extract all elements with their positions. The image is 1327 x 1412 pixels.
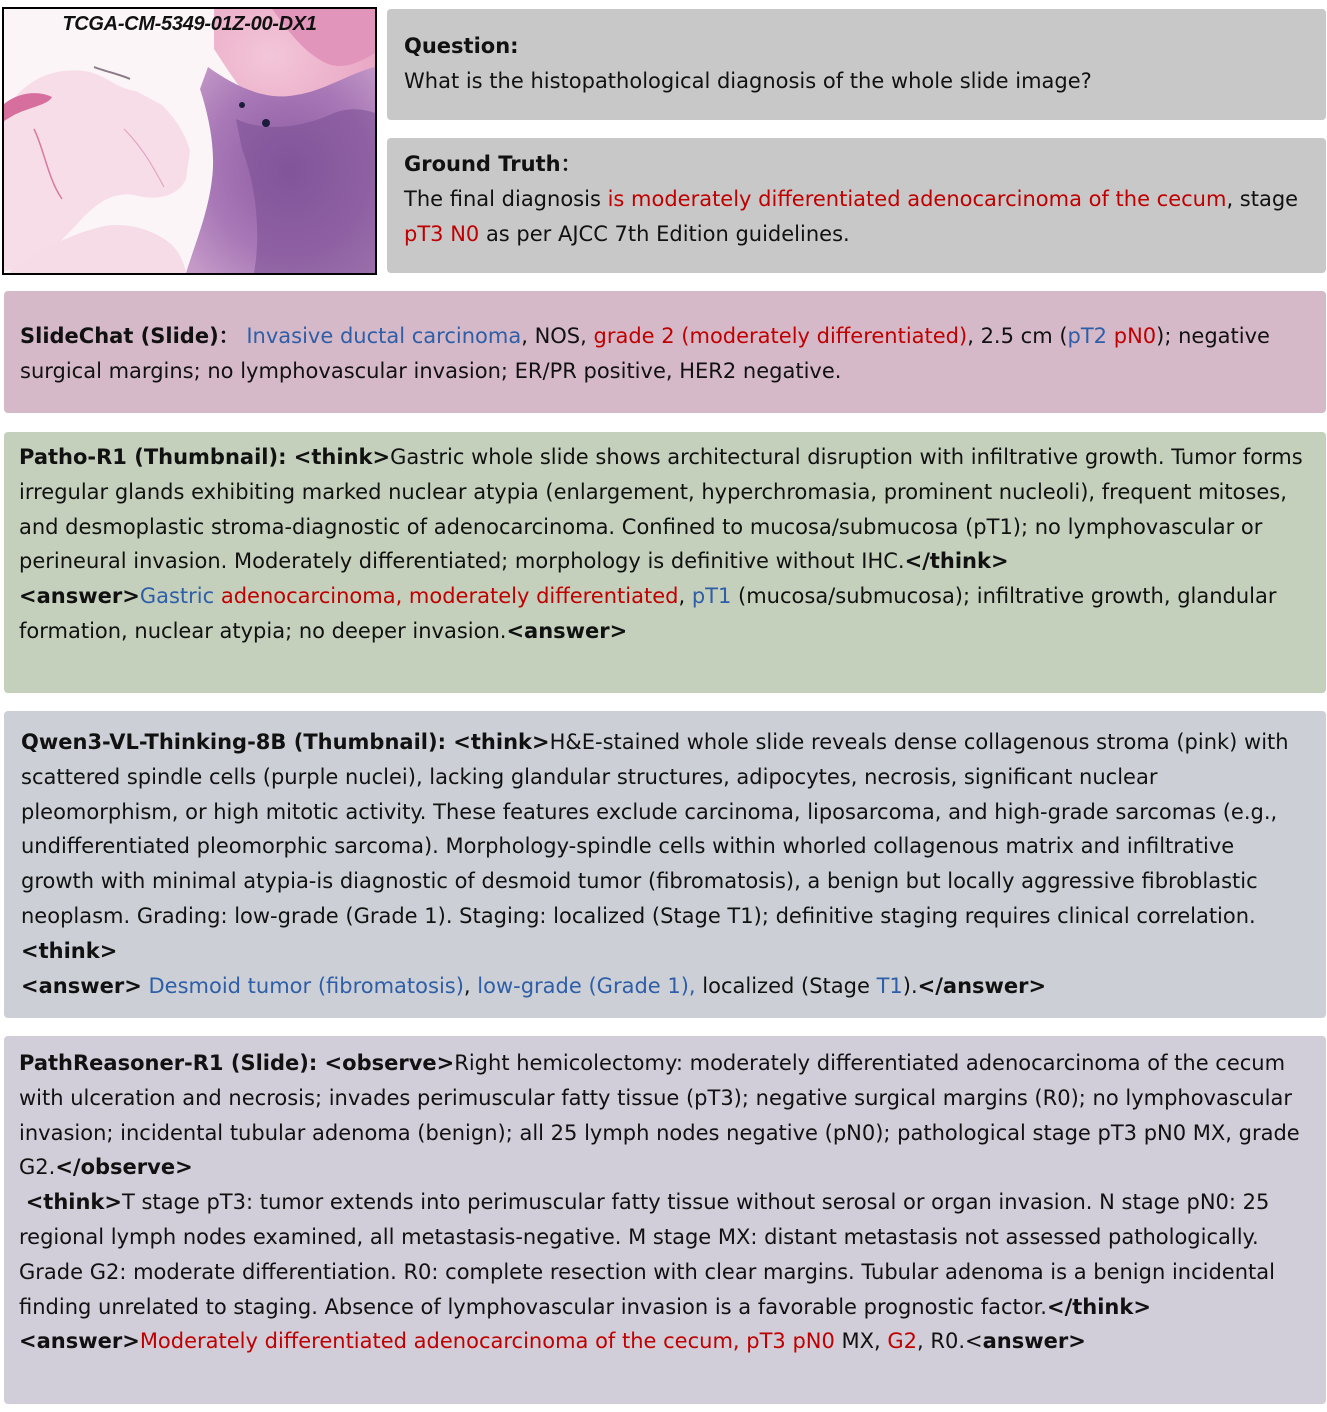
- highlight-correct: adenocarcinoma, moderately differentiated: [220, 584, 679, 609]
- question-box: [387, 9, 1326, 120]
- observe-close-tag: </observe>: [55, 1155, 193, 1180]
- text-span: , NOS,: [521, 324, 594, 348]
- highlight-correct: grade 2 (moderately differentiated): [593, 324, 968, 348]
- slide-thumbnail: [2, 7, 377, 275]
- slidechat-response-box: [4, 291, 1326, 413]
- highlight-incorrect: pT1: [691, 584, 732, 609]
- highlight-incorrect: low-grade (Grade 1),: [477, 973, 696, 998]
- patho-r1-think-text: [19, 440, 1312, 579]
- text-span: as per AJCC 7th Edition guidelines.: [479, 221, 850, 246]
- text-span: ,: [678, 584, 692, 609]
- think-content: H&E-stained whole slide reveals dense collagenous stroma (pink) with scattered spindle cells (purple nuclei), lacking glandular structures, adipocytes, necrosis, significant nuclear pleomorphism, or high mitotic activity. These features exclude carcinoma, liposarcoma, and high-grade sarcomas (e.g., undifferentiated pleomorphic sarcoma). Morphology-spindle cells within whorled collagenous matrix and infiltrative growth with minimal atypia-is diagnostic of desmoid tumor (fibromatosis), a benign but locally aggressive fibroblastic neoplasm. Grading: low-grade (Grade 1). Staging: localized (Stage T1); definitive staging requires clinical correlation.: [21, 730, 1289, 928]
- answer-close-tag: <answer>: [506, 618, 628, 643]
- text-span: localized (Stage: [695, 973, 877, 998]
- text-span: [1107, 324, 1114, 348]
- answer-close-tag: answer>: [982, 1329, 1086, 1354]
- qwen-response-box: [4, 711, 1326, 1018]
- highlight-incorrect: Gastric: [139, 584, 215, 609]
- answer-open-tag: <answer>: [19, 584, 140, 609]
- highlight-incorrect: Desmoid tumor (fibromatosis): [148, 973, 464, 998]
- highlight-incorrect: pT2: [1067, 324, 1108, 348]
- think-close-tag: <think>: [21, 938, 118, 963]
- text-span: MX,: [834, 1329, 888, 1354]
- pathreasoner-response-box: [4, 1036, 1326, 1404]
- observe-content: Right hemicolectomy: moderately differentiated adenocarcinoma of the cecum with ulceration and necrosis; invades perimuscular fatty tissue (pT3); negative surgical margins (R0); no lymphovascular invasion; incidental tubular adenoma (benign); all 25 lymph nodes negative (pN0); pathological stage pT3 pN0 MX, grade G2.: [19, 1051, 1300, 1180]
- patho-r1-answer-text: [19, 579, 1312, 649]
- qwen-answer-text: [21, 969, 1312, 1004]
- question-text: What is the histopathological diagnosis of the whole slide image?: [404, 68, 1092, 93]
- text-span: ); negative surgical margins; no lymphovascular invasion; ER/PR positive, HER2 negative.: [20, 324, 1270, 383]
- model-label: SlideChat (Slide)：: [20, 324, 240, 348]
- text-span: ).: [902, 973, 918, 998]
- highlight-correct: is moderately differentiated adenocarcinoma of the cecum: [607, 186, 1227, 211]
- question-label: Question:: [404, 34, 519, 58]
- highlight-correct: Moderately differentiated adenocarcinoma of the cecum, pT3 pN0: [139, 1329, 835, 1354]
- ground-truth-box: [387, 138, 1326, 273]
- think-content: T stage pT3: tumor extends into perimuscular fatty tissue without serosal or organ invasion. N stage pN0: 25 regional lymph nodes examined, all metastasis-negative. M stage MX: distant metastasis not assessed pathologically. Grade G2: moderate differentiation. R0: complete resection with clear margins. Tubular adenoma is a benign incidental finding unrelated to staging. Absence of lymphovascular invasion is a favorable prognostic factor.: [19, 1190, 1275, 1319]
- text-span: , stage: [1226, 186, 1299, 211]
- pathreasoner-observe-text: [19, 1046, 1312, 1185]
- think-close-tag: </think>: [904, 549, 1009, 574]
- answer-open-tag: <answer>: [21, 973, 142, 998]
- highlight-correct: G2: [887, 1329, 918, 1354]
- slide-id-label: TCGA-CM-5349-01Z-00-DX1: [62, 13, 317, 35]
- highlight-incorrect: T1: [876, 973, 903, 998]
- answer-open-tag: <answer>: [19, 1329, 140, 1354]
- text-span: , 2.5 cm (: [967, 324, 1068, 348]
- text-span: ,: [463, 973, 478, 998]
- patho-r1-response-box: [4, 432, 1326, 693]
- model-label: Patho-R1 (Thumbnail): <think>: [19, 445, 391, 469]
- ground-truth-label: Ground Truth：: [404, 152, 582, 176]
- highlight-incorrect: Invasive ductal carcinoma: [246, 324, 522, 348]
- answer-close-tag: </answer>: [917, 973, 1047, 998]
- text-span: The final diagnosis: [404, 186, 608, 211]
- slide-tissue-image: [4, 9, 375, 273]
- think-content: Gastric whole slide shows architectural disruption with infiltrative growth. Tumor forms irregular glands exhibiting marked nuclear atypia (enlargement, hyperchromasia, prominent nucleoli), frequent mitoses, and desmoplastic stroma-diagnostic of adenocarcinoma. Confined to mucosa/submucosa (pT1); no lymphovascular or perineural invasion. Moderately differentiated; morphology is definitive without IHC.: [19, 445, 1303, 574]
- think-open-tag: <think>: [25, 1190, 122, 1215]
- ground-truth-text: [404, 182, 1310, 252]
- text-span: , R0.<: [917, 1329, 983, 1354]
- qwen-think-text: [21, 725, 1312, 969]
- pathreasoner-think-text: [19, 1185, 1312, 1324]
- highlight-correct: pN0: [1113, 324, 1157, 348]
- model-label: Qwen3-VL-Thinking-8B (Thumbnail): <think>: [21, 730, 550, 754]
- text-span: [214, 584, 221, 608]
- slidechat-response-text: [20, 319, 1312, 389]
- think-close-tag: </think>: [1046, 1294, 1151, 1319]
- text-span: (mucosa/submucosa); infiltrative growth, glandular formation, nuclear atypia; no deeper invasion.: [19, 584, 1277, 643]
- model-label: PathReasoner-R1 (Slide): <observe>: [19, 1051, 455, 1075]
- highlight-correct: pT3 N0: [404, 221, 480, 246]
- pathreasoner-answer-text: [19, 1324, 1312, 1359]
- text-span: [142, 974, 149, 998]
